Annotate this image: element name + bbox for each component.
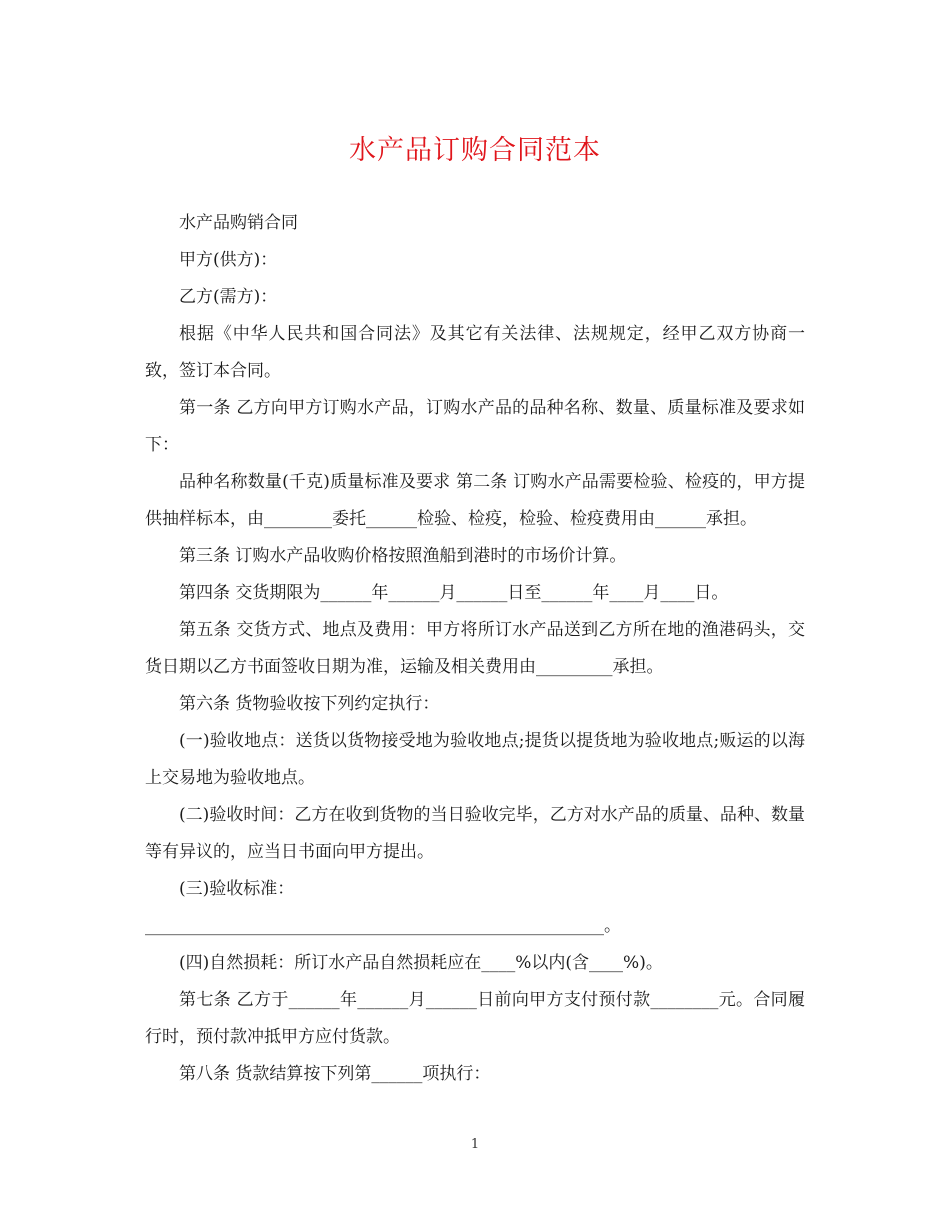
paragraph-standard-blank: ______________________________________________________。 bbox=[145, 916, 621, 936]
document-body bbox=[145, 205, 805, 1093]
paragraph-natural-loss: (四)自然损耗：所订水产品自然损耗应在____%以内(含____%)。 bbox=[179, 953, 663, 973]
paragraph-inspection-standard: (三)验收标准： bbox=[179, 879, 295, 899]
paragraph-preamble: 根据《中华人民共和国合同法》及其它有关法律、法规规定，经甲乙双方协商一致，签订本合同。 bbox=[145, 324, 805, 381]
paragraph-article-8: 第八条 货款结算按下列第______项执行： bbox=[179, 1064, 491, 1084]
paragraph-party-b: 乙方(需方)： bbox=[179, 287, 278, 307]
paragraph-article-6: 第六条 货物验收按下列约定执行： bbox=[179, 694, 440, 714]
paragraph-article-5: 第五条 交货方式、地点及费用：甲方将所订水产品送到乙方所在地的渔港码头，交货日期以乙方书面签收日期为准，运输及相关费用由_________承担。 bbox=[145, 620, 805, 677]
paragraph-subtitle: 水产品购销合同 bbox=[179, 213, 298, 233]
paragraph-inspection-place: (一)验收地点：送货以货物接受地为验收地点;提货以提货地为验收地点;贩运的以海上交易地为验收地点。 bbox=[145, 731, 805, 788]
paragraph-inspection-time: (二)验收时间：乙方在收到货物的当日验收完毕，乙方对水产品的质量、品种、数量等有异议的，应当日书面向甲方提出。 bbox=[145, 805, 805, 862]
page-number: 1 bbox=[470, 1137, 480, 1152]
paragraph-article-1: 第一条 乙方向甲方订购水产品，订购水产品的品种名称、数量、质量标准及要求如下： bbox=[145, 398, 805, 455]
paragraph-article-2: 品种名称数量(千克)质量标准及要求 第二条 订购水产品需要检验、检疫的，甲方提供抽样标本，由________委托______检验、检疫，检验、检疫费用由______承担。 bbox=[145, 472, 805, 529]
paragraph-article-7: 第七条 乙方于______年______月______日前向甲方支付预付款________元。合同履行时，预付款冲抵甲方应付货款。 bbox=[145, 990, 805, 1047]
paragraph-article-4: 第四条 交货期限为______年______月______日至______年____月____日。 bbox=[179, 583, 729, 603]
page-title: 水产品订购合同范本 bbox=[349, 135, 601, 166]
paragraph-article-3: 第三条 订购水产品收购价格按照渔船到港时的市场价计算。 bbox=[179, 546, 627, 566]
paragraph-party-a: 甲方(供方)： bbox=[179, 250, 278, 270]
